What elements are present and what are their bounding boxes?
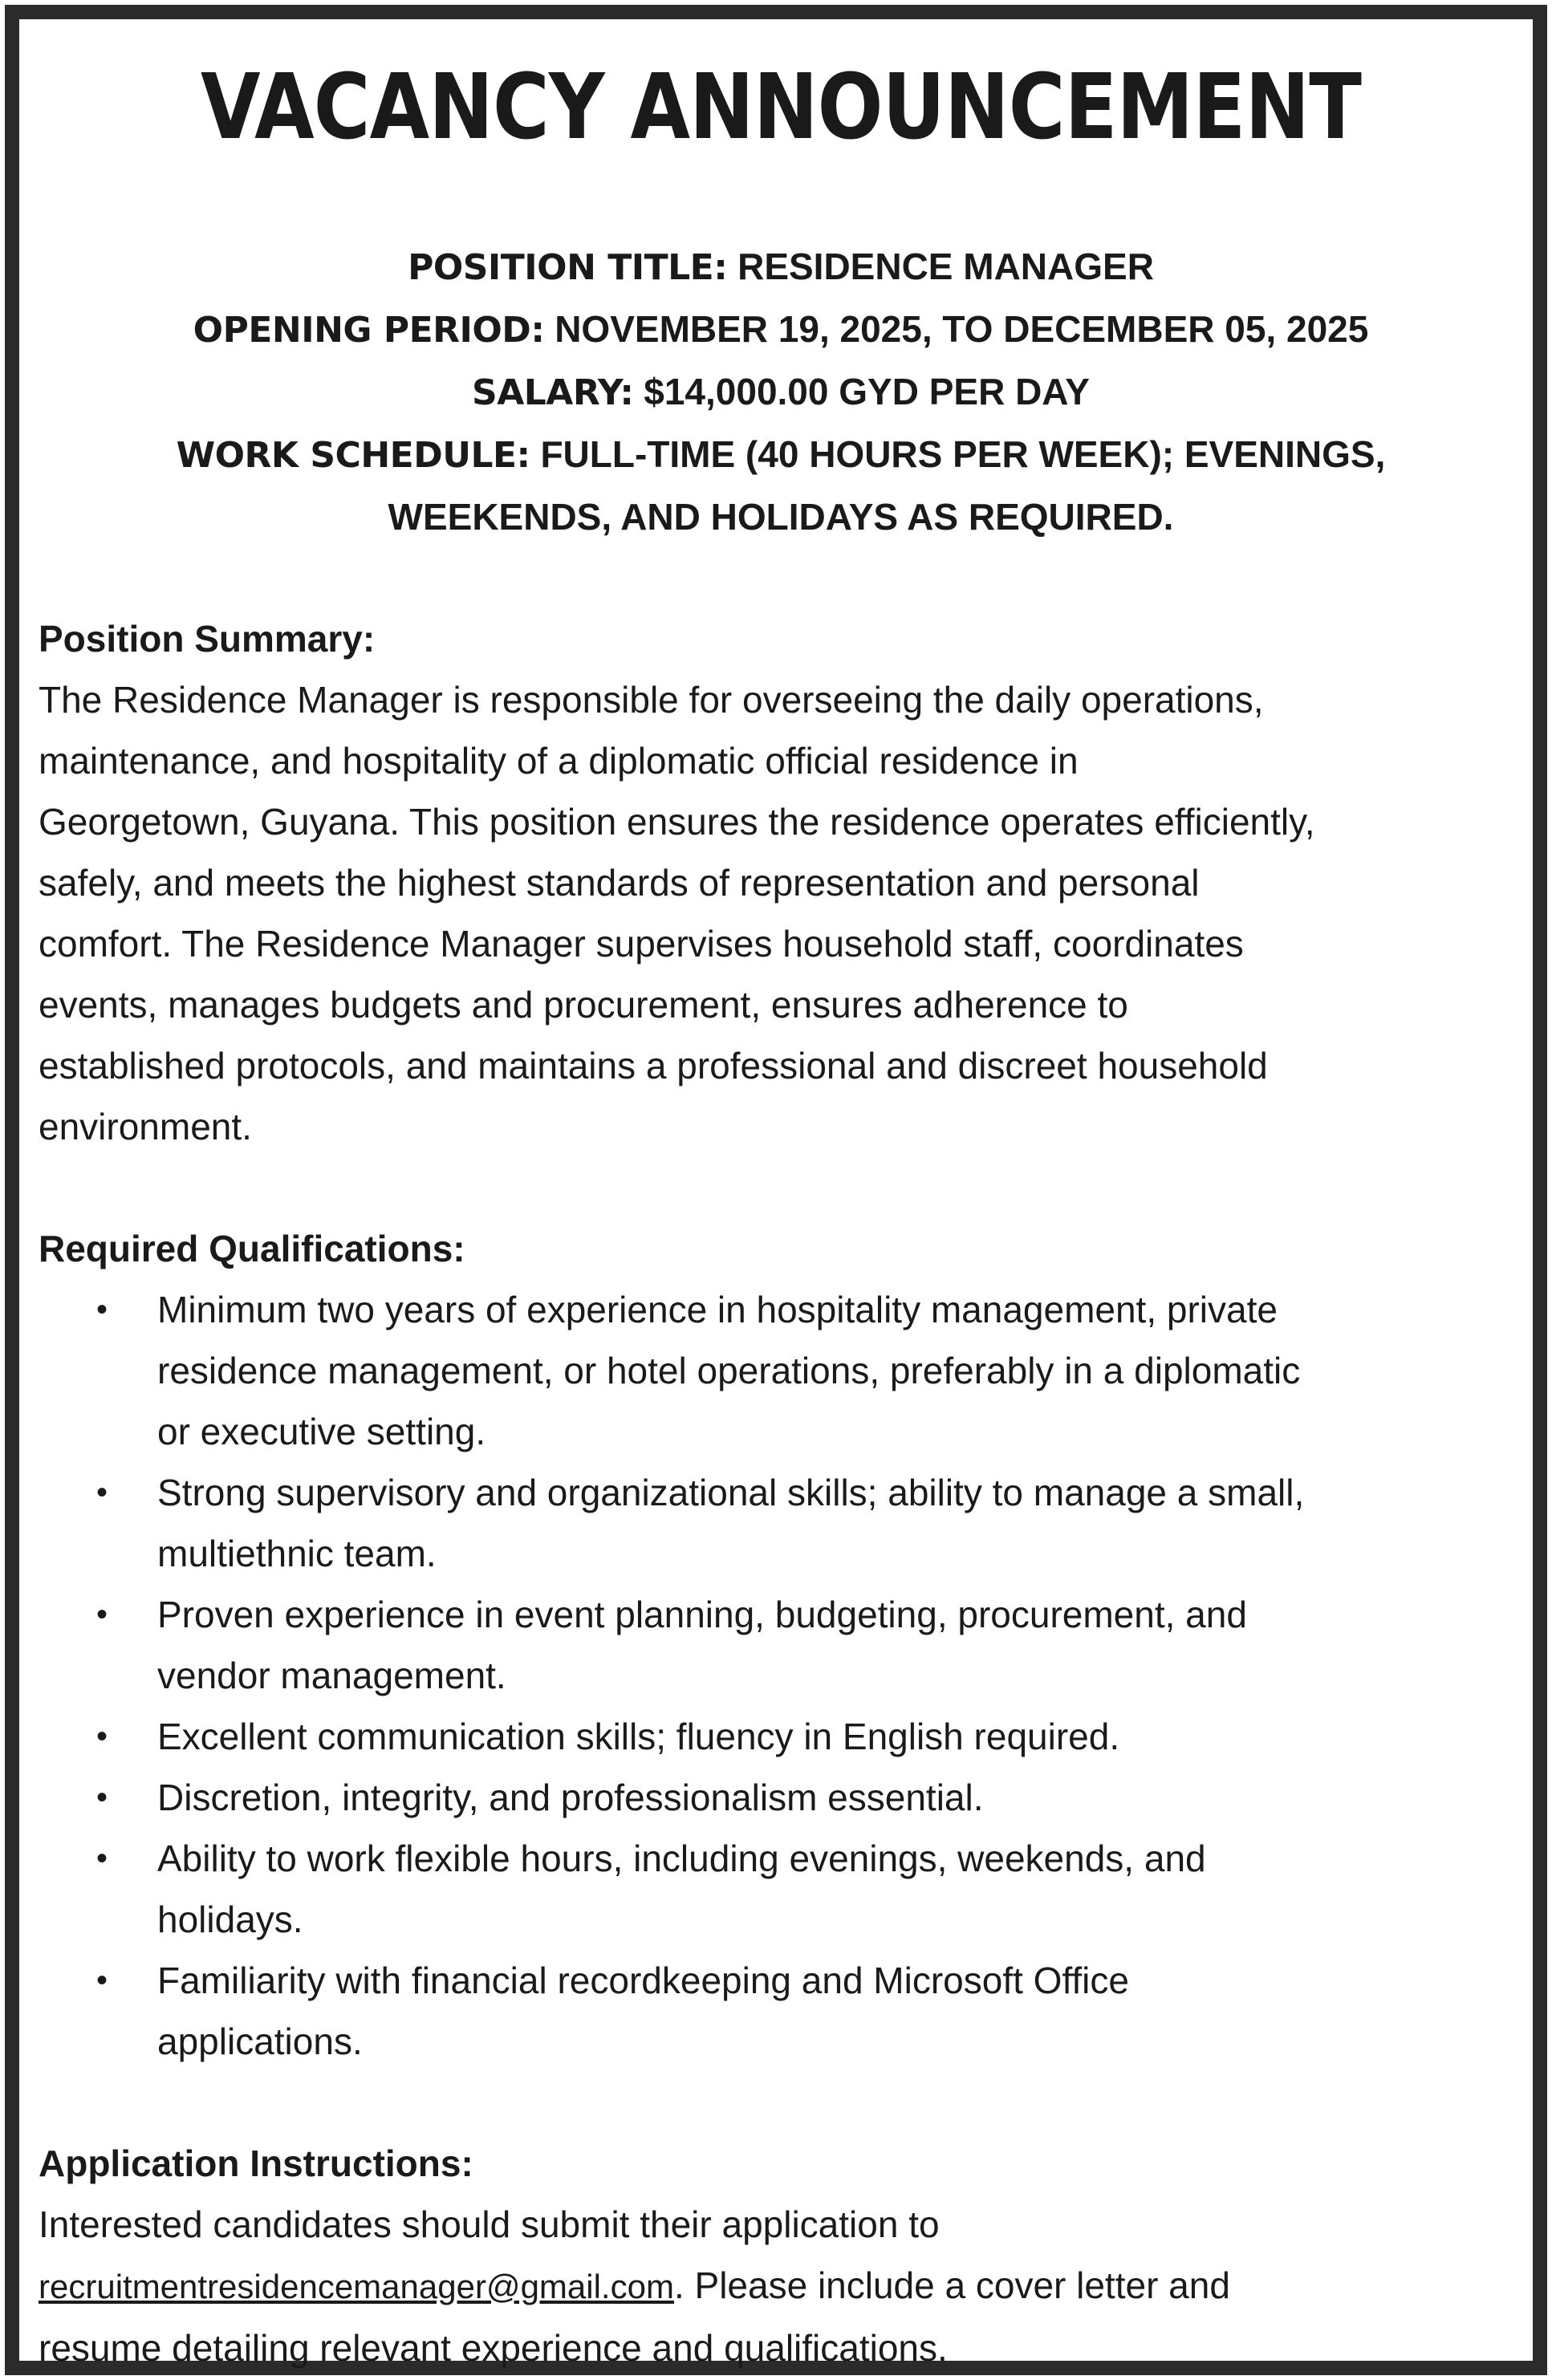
qualifications-heading: Required Qualifications: <box>39 1228 465 1269</box>
work-schedule-value: FULL-TIME (40 HOURS PER WEEK); EVENINGS, <box>540 433 1386 475</box>
list-item-line: Proven experience in event planning, budgeting, procurement, and <box>157 1594 1247 1635</box>
opening-period-line <box>39 299 1523 361</box>
position-title-label: POSITION TITLE: <box>408 247 728 288</box>
salary-line <box>39 361 1523 424</box>
bullet-icon: • <box>96 1963 108 1998</box>
summary-line: established protocols, and maintains a professional and discreet household <box>39 1045 1268 1086</box>
bullet-icon: • <box>96 1292 108 1327</box>
list-item <box>39 1950 1523 2072</box>
list-item-line: or executive setting. <box>157 1411 486 1452</box>
bullet-icon: • <box>96 1780 108 1815</box>
application-text <box>39 2194 1523 2378</box>
work-schedule-value-cont: WEEKENDS, AND HOLIDAYS AS REQUIRED. <box>388 496 1174 538</box>
application-line: resume detailing relevant experience and qualifications. <box>39 2327 948 2369</box>
opening-period-label: OPENING PERIOD: <box>193 310 545 351</box>
position-summary-text <box>39 669 1523 1157</box>
list-item-line: vendor management. <box>157 1655 506 1696</box>
announcement-frame <box>5 5 1547 2375</box>
summary-line: Georgetown, Guyana. This position ensures the residence operates efficiently, <box>39 801 1315 843</box>
work-schedule-label: WORK SCHEDULE: <box>176 435 530 476</box>
list-item-line: Strong supervisory and organizational skills; ability to manage a small, <box>157 1472 1305 1513</box>
position-info <box>39 236 1523 547</box>
salary-value: $14,000.00 GYD PER DAY <box>644 371 1090 412</box>
list-item-line: Ability to work flexible hours, including evenings, weekends, and <box>157 1838 1206 1879</box>
bullet-icon: • <box>96 1841 108 1876</box>
list-item-line: Minimum two years of experience in hospitality management, private <box>157 1289 1278 1330</box>
application-heading: Application Instructions: <box>39 2142 473 2184</box>
page-title: VACANCY ANNOUNCEMENT <box>200 55 1362 160</box>
list-item-line: applications. <box>157 2021 363 2062</box>
summary-line: comfort. The Residence Manager supervises household staff, coordinates <box>39 923 1244 965</box>
list-item-line: Excellent communication skills; fluency in English required. <box>157 1716 1120 1757</box>
list-item <box>39 1767 1523 1828</box>
list-item-line: Familiarity with financial recordkeeping and Microsoft Office <box>157 1960 1129 2001</box>
position-summary-section <box>39 608 1523 1157</box>
summary-line: safely, and meets the highest standards of representation and personal <box>39 862 1200 904</box>
list-item-line: Discretion, integrity, and professionalism essential. <box>157 1777 984 1818</box>
position-title-line <box>39 236 1523 299</box>
summary-line: environment. <box>39 1106 252 1147</box>
opening-period-value: NOVEMBER 19, 2025, TO DECEMBER 05, 2025 <box>555 308 1369 350</box>
bullet-icon: • <box>96 1475 108 1510</box>
list-item-line: residence management, or hotel operations, preferably in a diplomatic <box>157 1350 1301 1391</box>
summary-line: The Residence Manager is responsible for overseeing the daily operations, <box>39 679 1264 721</box>
position-summary-heading: Position Summary: <box>39 618 376 660</box>
application-line <box>39 2255 1523 2317</box>
qualifications-list <box>39 1279 1523 2072</box>
work-schedule-line <box>39 424 1523 486</box>
position-title-value: RESIDENCE MANAGER <box>737 246 1154 287</box>
list-item <box>39 1279 1523 1462</box>
list-item-line: holidays. <box>157 1899 303 1940</box>
bullet-icon: • <box>96 1597 108 1632</box>
work-schedule-line-2 <box>39 486 1523 547</box>
qualifications-section <box>39 1218 1523 2072</box>
list-item <box>39 1584 1523 1706</box>
list-item-line: multiethnic team. <box>157 1533 437 1574</box>
application-line-rest: . Please include a cover letter and <box>673 2264 1230 2306</box>
application-section <box>39 2133 1523 2378</box>
summary-line: events, manages budgets and procurement, ensures adherence to <box>39 984 1128 1026</box>
email-link[interactable]: recruitmentresidencemanager@gmail.com <box>39 2268 674 2305</box>
salary-label: SALARY: <box>472 372 634 413</box>
summary-line: maintenance, and hospitality of a diplomatic official residence in <box>39 740 1079 782</box>
list-item <box>39 1462 1523 1584</box>
list-item <box>39 1706 1523 1767</box>
application-line: Interested candidates should submit their application to <box>39 2203 940 2245</box>
list-item <box>39 1828 1523 1950</box>
announcement-body <box>39 19 1523 2378</box>
bullet-icon: • <box>96 1719 108 1754</box>
